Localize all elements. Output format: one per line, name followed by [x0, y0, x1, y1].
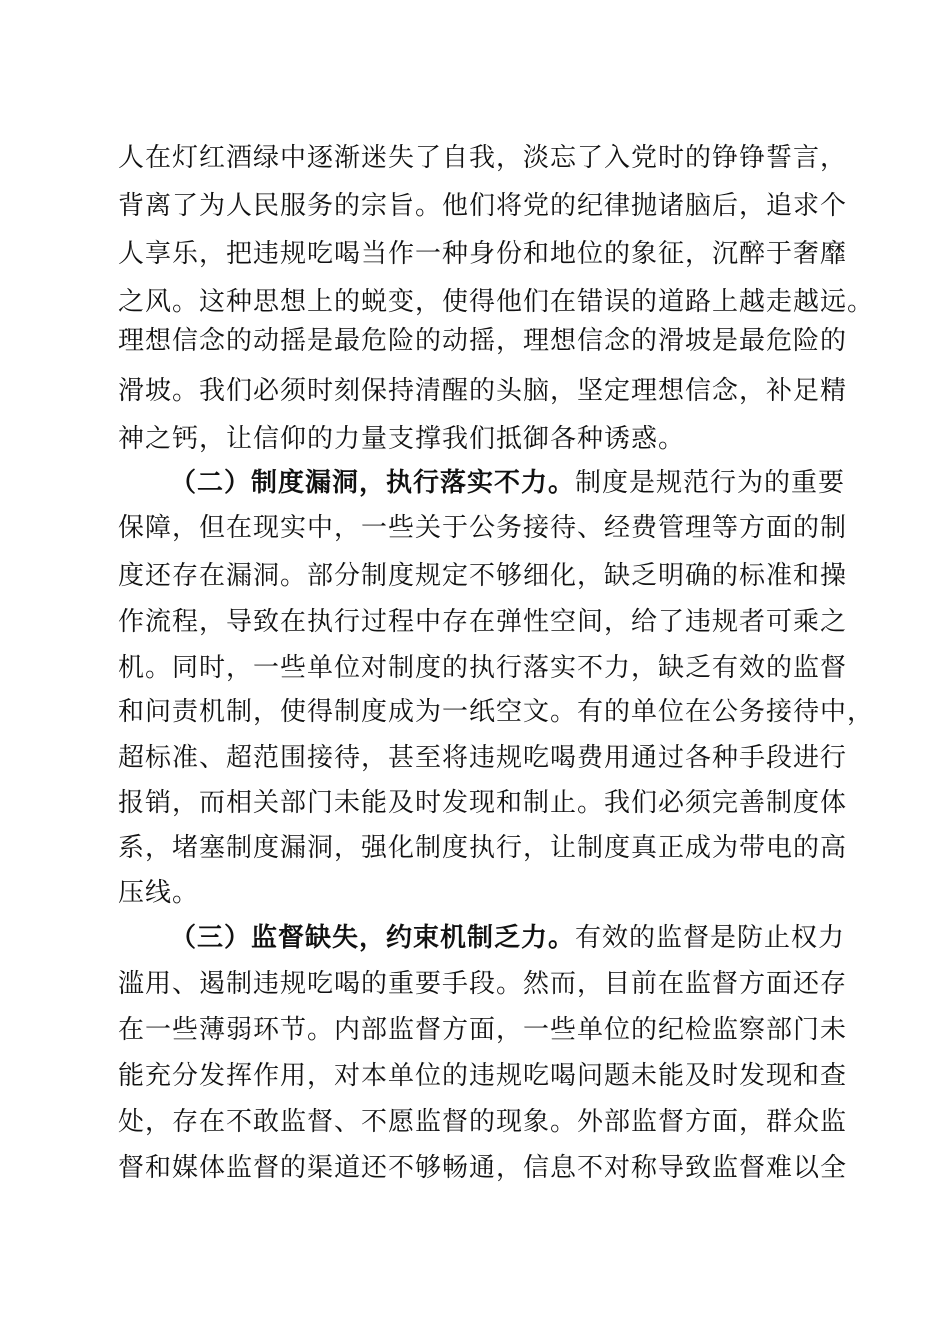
- paragraph-line: 压线。: [118, 878, 200, 908]
- paragraph-line: 神之钙，让信仰的力量支撑我们抵御各种诱惑。: [118, 424, 686, 454]
- paragraph-line: 度还存在漏洞。部分制度规定不够细化，缺乏明确的标准和操: [118, 561, 848, 591]
- paragraph-line: 之风。这种思想上的蜕变，使得他们在错误的道路上越走越远。: [118, 287, 875, 317]
- paragraph-line: 人享乐，把违规吃喝当作一种身份和地位的象征，沉醉于奢靡: [118, 239, 848, 269]
- paragraph-line: 滥用、遏制违规吃喝的重要手段。然而，目前在监督方面还存: [118, 969, 848, 999]
- section-2-heading: （二）制度漏洞，执行落实不力。: [170, 468, 576, 498]
- paragraph-line: 滑坡。我们必须时刻保持清醒的头脑，坚定理想信念，补足精: [118, 376, 848, 406]
- paragraph-line: 报销，而相关部门未能及时发现和制止。我们必须完善制度体: [118, 788, 848, 818]
- paragraph-line: 背离了为人民服务的宗旨。他们将党的纪律抛诸脑后，追求个: [118, 191, 848, 221]
- paragraph-line: 和问责机制，使得制度成为一纸空文。有的单位在公务接待中，: [118, 697, 875, 727]
- paragraph-line: 保障，但在现实中，一些关于公务接待、经费管理等方面的制: [118, 513, 848, 543]
- section-2-first-line-text: 制度是规范行为的重要: [575, 468, 846, 498]
- section-2-first-line: [170, 465, 845, 501]
- paragraph-line: 理想信念的动摇是最危险的动摇，理想信念的滑坡是最危险的: [118, 326, 848, 356]
- paragraph-line: 人在灯红酒绿中逐渐迷失了自我，淡忘了入党时的铮铮誓言，: [118, 143, 848, 173]
- paragraph-line: 能充分发挥作用，对本单位的违规吃喝问题未能及时发现和查: [118, 1061, 848, 1091]
- section-3-first-line-text: 有效的监督是防止权力: [575, 923, 846, 953]
- paragraph-line: 督和媒体监督的渠道还不够畅通，信息不对称导致监督难以全: [118, 1153, 848, 1183]
- paragraph-line: 在一些薄弱环节。内部监督方面，一些单位的纪检监察部门未: [118, 1015, 848, 1045]
- paragraph-line: 超标准、超范围接待，甚至将违规吃喝费用通过各种手段进行: [118, 743, 848, 773]
- paragraph-line: 作流程，导致在执行过程中存在弹性空间，给了违规者可乘之: [118, 607, 848, 637]
- paragraph-line: 机。同时，一些单位对制度的执行落实不力，缺乏有效的监督: [118, 653, 848, 683]
- section-3-first-line: [170, 920, 845, 956]
- section-3-heading: （三）监督缺失，约束机制乏力。: [170, 923, 576, 953]
- paragraph-line: 系，堵塞制度漏洞，强化制度执行，让制度真正成为带电的高: [118, 833, 848, 863]
- paragraph-line: 处，存在不敢监督、不愿监督的现象。外部监督方面，群众监: [118, 1107, 848, 1137]
